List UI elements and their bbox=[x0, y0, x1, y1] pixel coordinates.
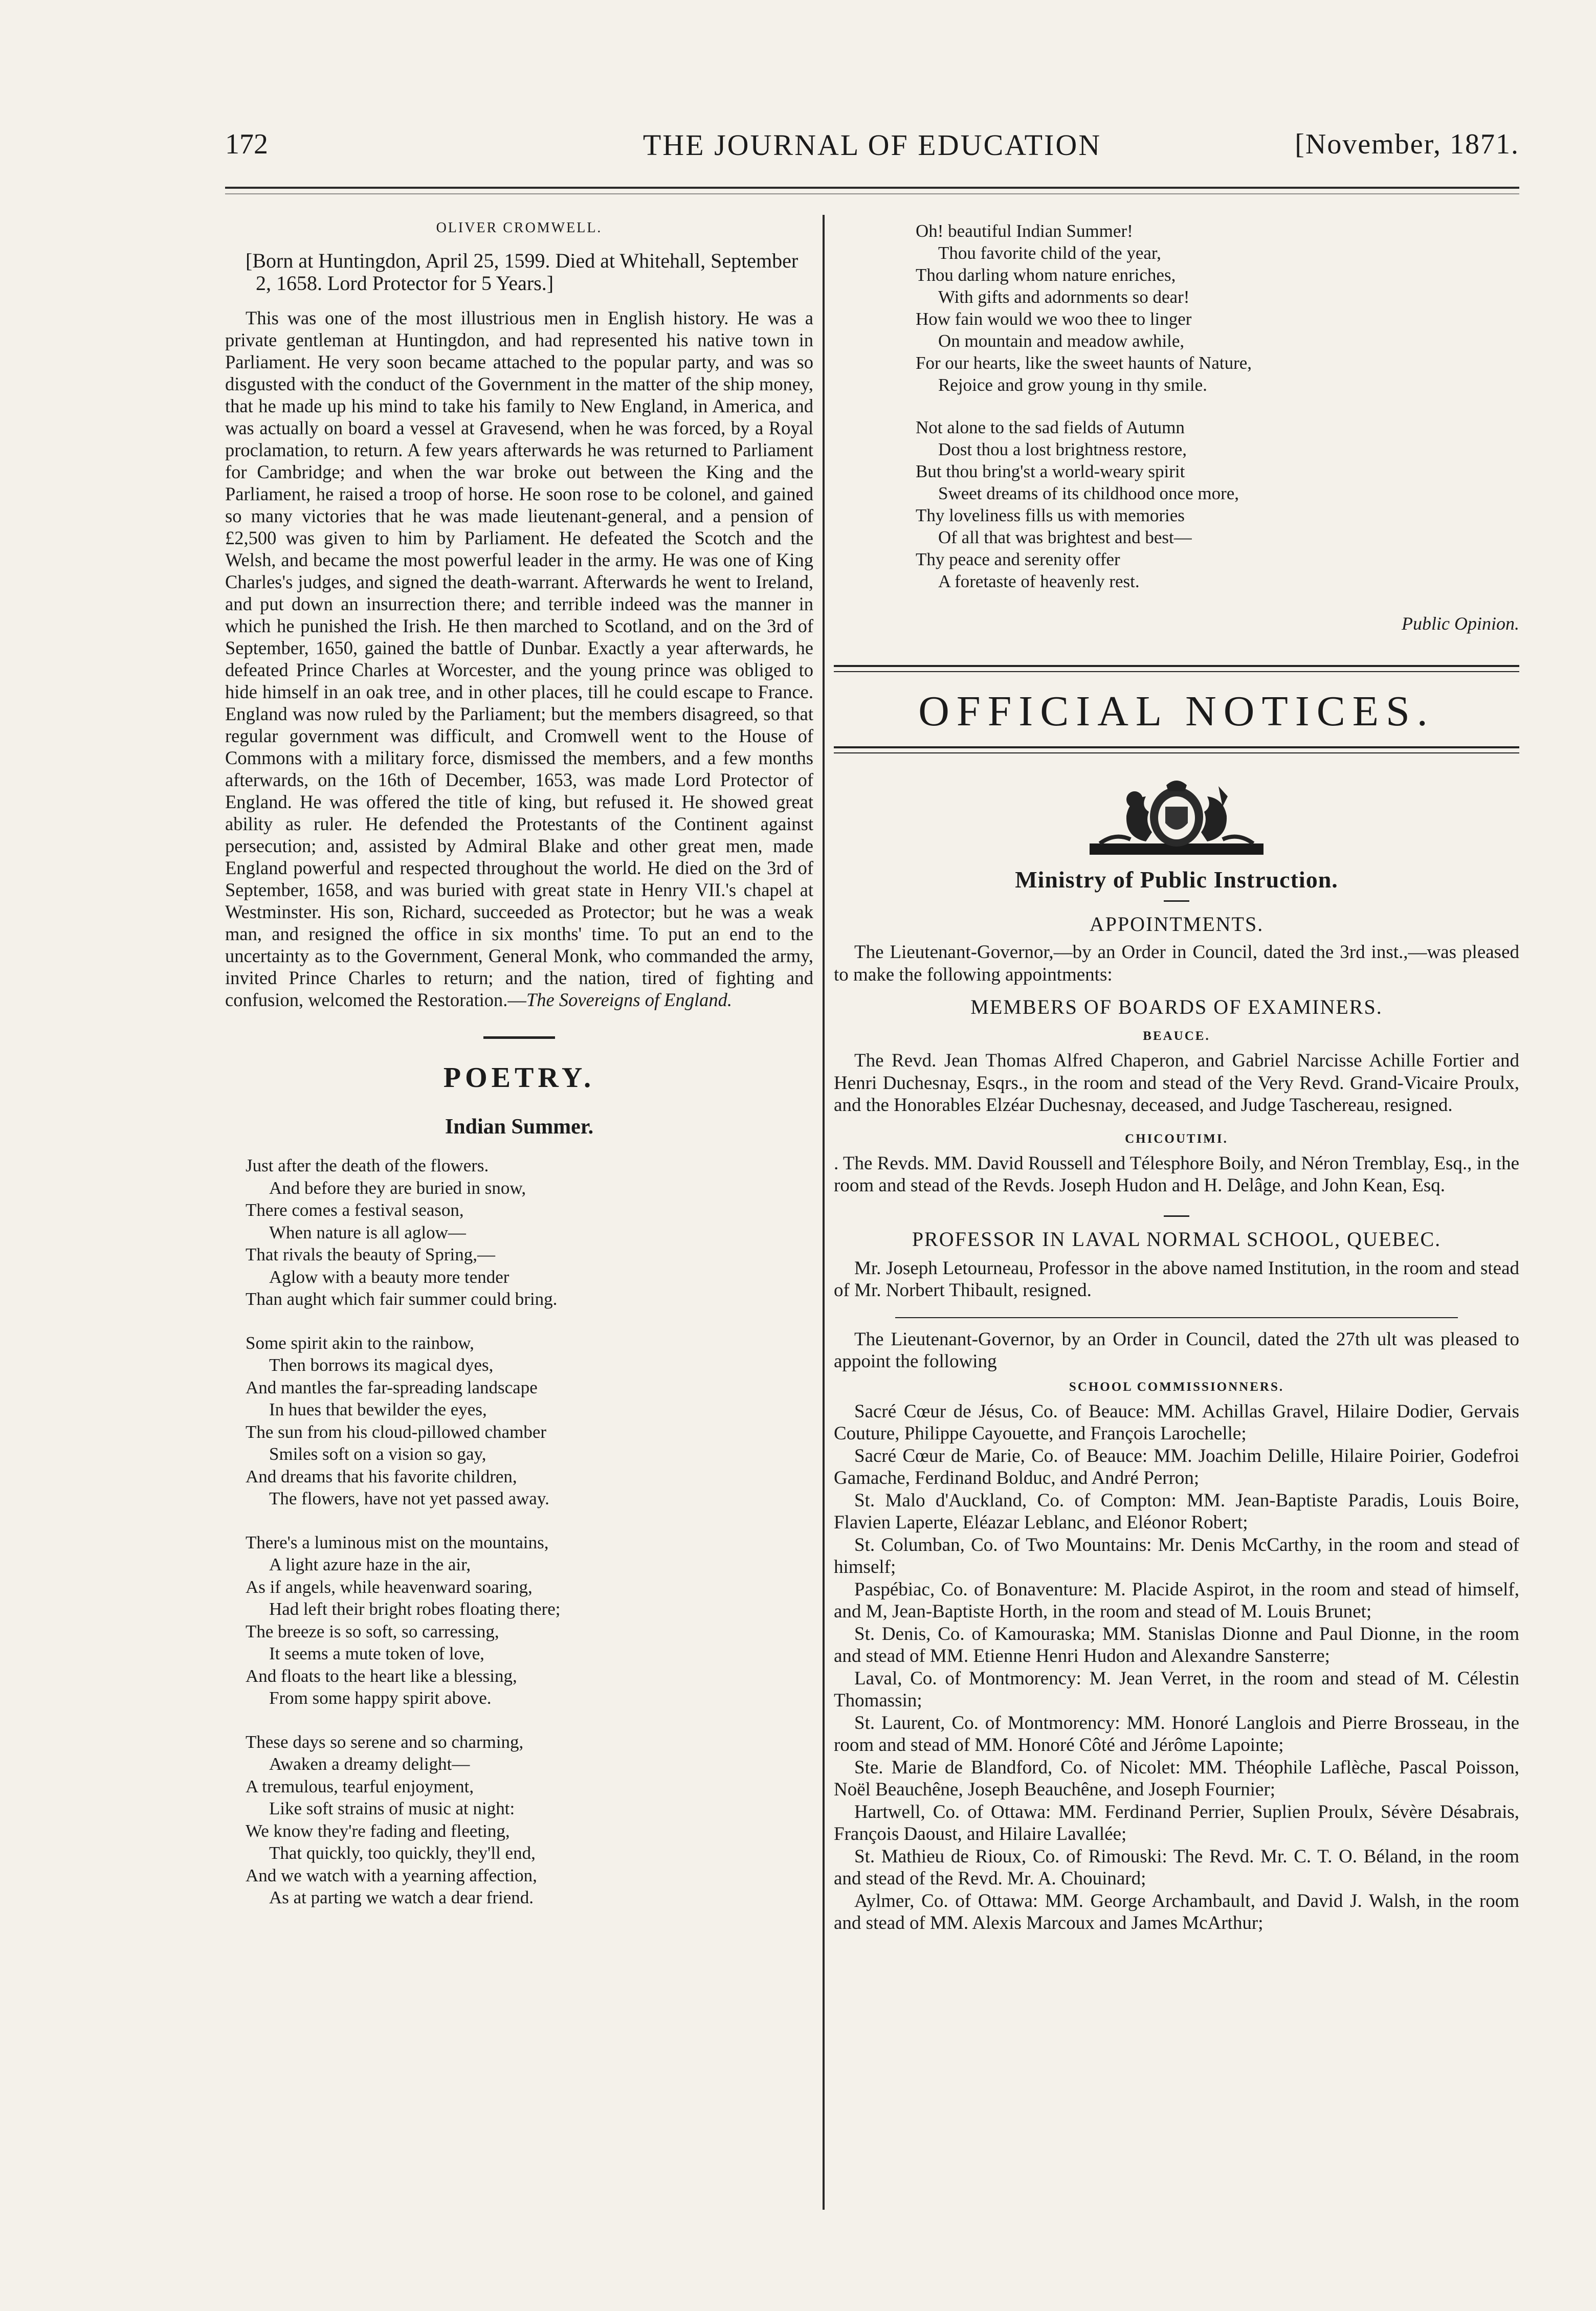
commissioner-entry: Laval, Co. of Montmorency: M. Jean Verret, in the room and stead of M. Célestin Thomassin; bbox=[834, 1668, 1519, 1711]
poem-line: Thou darling whom nature enriches, bbox=[916, 265, 1176, 285]
poem-line: Than aught which fair summer could bring. bbox=[246, 1289, 558, 1309]
poem-line: Had left their bright robes floating there; bbox=[269, 1599, 561, 1619]
poem-line: As if angels, while heavenward soaring, bbox=[246, 1576, 533, 1597]
commissioner-entry: Sacré Cœur de Marie, Co. of Beauce: MM. Joachim Delille, Hilaire Poirier, Godefroi Gamache, Ferdinand Bolduc, and André Perron; bbox=[834, 1445, 1519, 1488]
article-heading: OLIVER CROMWELL. bbox=[436, 220, 603, 236]
commissioner-entry: St. Denis, Co. of Kamouraska; MM. Stanislas Dionne and Paul Dionne, in the room and stead of MM. Etienne Henri Hudon and Alexandre Sansterre; bbox=[834, 1623, 1519, 1666]
poem-line: And mantles the far-spreading landscape bbox=[246, 1377, 538, 1397]
page-header bbox=[225, 128, 1519, 174]
poem-right bbox=[916, 220, 1519, 592]
poem-line: With gifts and adornments so dear! bbox=[938, 287, 1190, 307]
chicoutimi-text: . The Revds. MM. David Roussell and Télesphore Boily, and Néron Tremblay, Esq., in the room and stead of the Revds. Joseph Hudon and H. Delâge, and John Kean, Esq. bbox=[834, 1152, 1519, 1196]
poem-line: We know they're fading and fleeting, bbox=[246, 1820, 510, 1841]
poem-line: There comes a festival season, bbox=[246, 1200, 464, 1220]
poem-line: Of all that was brightest and best— bbox=[938, 527, 1192, 547]
issue-date: [November, 1871. bbox=[1295, 128, 1519, 160]
poem-line: In hues that bewilder the eyes, bbox=[269, 1399, 487, 1419]
poem-line: As at parting we watch a dear friend. bbox=[269, 1887, 534, 1907]
poem-line: On mountain and meadow awhile, bbox=[938, 331, 1185, 351]
poem-stanza bbox=[246, 1731, 813, 1909]
commissioners-list bbox=[834, 1401, 1519, 1935]
poem-line: From some happy spirit above. bbox=[269, 1688, 492, 1708]
poem-line: It seems a mute token of love, bbox=[269, 1643, 484, 1663]
poem-line: A foretaste of heavenly rest. bbox=[938, 571, 1140, 591]
poem-line: The flowers, have not yet passed away. bbox=[269, 1488, 549, 1508]
poem-line: Like soft strains of music at night: bbox=[269, 1798, 515, 1818]
poem-line: Sweet dreams of its childhood once more, bbox=[938, 483, 1239, 503]
poem-line: But thou bring'st a world-weary spirit bbox=[916, 461, 1185, 481]
journal-title: THE JOURNAL OF EDUCATION bbox=[642, 128, 1102, 162]
article-body bbox=[225, 307, 813, 1011]
poem-line: Dost thou a lost brightness restore, bbox=[938, 439, 1187, 459]
notices-rule-bottom bbox=[834, 746, 1519, 753]
article-text: This was one of the most illustrious men in English history. He was a private gentleman at Huntingdon, and had represented his native town in Parliament. He very soon became attached to the popular party, and was so disgusted with the conduct of the Government in the matter of the ship money, that he made up his mind to take his family to New England, in America, and was actually on board a vessel at Gravesend, when he was forced, by a Royal proclamation, to return. A few years afterwards he was returned to Parliament for Cambridge; and when the war broke out between the King and the Parliament, he raised a troop of horse. He soon rose to be colonel, and gained so many victories that he was made lieutenant-general, and a pension of £2,500 was given to him by Parliament. He defeated the Scotch and the Welsh, and became the most powerful leader in the army. He was one of King Charles's judges, and signed the death-warrant. Afterwards he went to Ireland, and put down an insurrection there; and terrible indeed was the manner in which he punished the Irish. He then marched to Scotland, and on the 3rd of September, 1650, gained the battle of Dunbar. Exactly a year afterwards, he defeated Prince Charles at Worcester, and the young prince was obliged to hide himself in an oak tree, and in other places, till he could escape to France. England was now ruled by the Parliament; but the members disagreed, so that regular government was difficult, and Cromwell went to the House of Commons with a military force, dismissed the members, and a few months afterwards, on the 16th of December, 1653, was made Lord Protector of England. He was offered the title of king, but refused it. He showed great ability as ruler. He defended the Protestants of the Continent against persecution; and, assisted by Admiral Blake and other great men, made England powerful and respected throughout the world. He died on the 3rd of September, 1658, and was buried with great state in Henry VII.'s chapel at Westminster. His son, Richard, succeeded as Protector; but he was a weak man, and resigned the office in six months' time. To put an end to the uncertainty as to the Government, General Monk, who commanded the army, invited Prince Charles to return; and the nation, tired of fighting and confusion, welcomed the Restoration.— bbox=[225, 307, 813, 1010]
poem-line: Just after the death of the flowers. bbox=[246, 1156, 489, 1175]
poem-line: Thou favorite child of the year, bbox=[938, 243, 1161, 263]
professor-heading: PROFESSOR IN LAVAL NORMAL SCHOOL, QUEBEC. bbox=[912, 1227, 1442, 1251]
poem-line: Thy peace and serenity offer bbox=[916, 549, 1120, 569]
poem-line: For our hearts, like the sweet haunts of Nature, bbox=[916, 353, 1252, 373]
minor-rule bbox=[1164, 1215, 1189, 1217]
page-number: 172 bbox=[225, 128, 268, 160]
poem-line: Oh! beautiful Indian Summer! bbox=[916, 221, 1133, 241]
commissioner-entry: Sacré Cœur de Jésus, Co. of Beauce: MM. Achillas Gravel, Hilaire Dodier, Gervais Couture, Philippe Cayouette, and François Larochelle; bbox=[834, 1401, 1519, 1444]
poem-line: And dreams that his favorite children, bbox=[246, 1466, 517, 1486]
poem-line: Not alone to the sad fields of Autumn bbox=[916, 417, 1185, 437]
poem-line: These days so serene and so charming, bbox=[246, 1731, 524, 1752]
commissioner-entry: St. Mathieu de Rioux, Co. of Rimouski: The Revd. Mr. C. T. O. Béland, in the room and stead of the Revd. Mr. A. Chouinard; bbox=[834, 1846, 1519, 1889]
chicoutimi-heading: CHICOUTIMI. bbox=[1125, 1131, 1228, 1146]
poem-left bbox=[246, 1154, 813, 1909]
appointments-heading: APPOINTMENTS. bbox=[1089, 913, 1264, 936]
poem-line: Some spirit akin to the rainbow, bbox=[246, 1332, 474, 1353]
notices-heading: OFFICIAL NOTICES. bbox=[918, 687, 1435, 735]
royal-coat-of-arms-icon bbox=[834, 776, 1519, 863]
commissioner-entry: St. Columban, Co. of Two Mountains: Mr. Denis McCarthy, in the room and stead of himself; bbox=[834, 1534, 1519, 1577]
commissioner-entry: Hartwell, Co. of Ottawa: MM. Ferdinand Perrier, Suplien Proulx, Sévère Désabrais, François Daoust, and Hilaire Lavallée; bbox=[834, 1801, 1519, 1845]
poem-line: And floats to the heart like a blessing, bbox=[246, 1665, 517, 1686]
commissioner-entry: St. Laurent, Co. of Montmorency: MM. Honoré Langlois and Pierre Brosseau, in the room and stead of MM. Honoré Côté and Jérôme Lapointe; bbox=[834, 1712, 1519, 1756]
poem-title: Indian Summer. bbox=[445, 1115, 594, 1139]
poem-line: Then borrows its magical dyes, bbox=[269, 1355, 494, 1375]
section-rule bbox=[895, 1317, 1458, 1318]
article-source: The Sovereigns of England. bbox=[526, 989, 733, 1010]
poem-line: The breeze is so soft, so carressing, bbox=[246, 1621, 499, 1641]
poem-stanza bbox=[246, 1531, 813, 1709]
commissioner-entry: Aylmer, Co. of Ottawa: MM. George Archambault, and David J. Walsh, in the room and stead of MM. Alexis Marcoux and James McArthur; bbox=[834, 1890, 1519, 1934]
poem-source: Public Opinion. bbox=[1402, 613, 1519, 634]
poem-line: Smiles soft on a vision so gay, bbox=[269, 1444, 486, 1464]
section-rule bbox=[483, 1036, 555, 1039]
article-subheading: [Born at Huntingdon, April 25, 1599. Died at Whitehall, September 2, 1658. Lord Protector for 5 Years.] bbox=[246, 249, 799, 295]
poem-line: That quickly, too quickly, they'll end, bbox=[269, 1843, 536, 1863]
poem-line: Rejoice and grow young in thy smile. bbox=[938, 375, 1207, 395]
commissioners-intro: The Lieutenant-Governor, by an Order in Council, dated the 27th ult was pleased to appoint the following bbox=[834, 1328, 1519, 1372]
minor-rule bbox=[1164, 900, 1189, 902]
poem-line: A tremulous, tearful enjoyment, bbox=[246, 1776, 474, 1796]
members-heading: MEMBERS OF BOARDS OF EXAMINERS. bbox=[970, 995, 1383, 1018]
commissioner-entry: Ste. Marie de Blandford, Co. of Nicolet: MM. Théophile Laflèche, Pascal Poisson, Noël Beauchêne, Joseph Beauchêne, and Joseph Fournier; bbox=[834, 1757, 1519, 1800]
left-column bbox=[225, 220, 813, 1909]
poem-line: When nature is all aglow— bbox=[269, 1222, 466, 1242]
beauce-text: The Revd. Jean Thomas Alfred Chaperon, and Gabriel Narcisse Achille Fortier and Henri Duchesnay, Esqrs., in the room and stead of the Very Revd. Grand-Vicaire Proulx, and the Honorables Elzéar Duchesnay, deceased, and Judge Taschereau, resigned. bbox=[834, 1050, 1519, 1116]
notices-rule-top bbox=[834, 665, 1519, 672]
poem-stanza bbox=[246, 1332, 813, 1510]
commissioner-entry: Paspébiac, Co. of Bonaventure: M. Placide Aspirot, in the room and stead of himself, and M, Jean-Baptiste Horth, in the room and stead of M. Louis Brunet; bbox=[834, 1579, 1519, 1622]
poetry-heading: POETRY. bbox=[443, 1062, 595, 1094]
poem-line: And we watch with a yearning affection, bbox=[246, 1865, 537, 1885]
poem-stanza bbox=[916, 416, 1519, 592]
poem-line: The sun from his cloud-pillowed chamber bbox=[246, 1421, 547, 1442]
professor-text: Mr. Joseph Letourneau, Professor in the above named Institution, in the room and stead of Mr. Norbert Thibault, resigned. bbox=[834, 1257, 1519, 1301]
poem-line: There's a luminous mist on the mountains, bbox=[246, 1532, 549, 1552]
column-divider bbox=[823, 215, 825, 2210]
poem-line: And before they are buried in snow, bbox=[269, 1177, 526, 1198]
ministry-heading: Ministry of Public Instruction. bbox=[1015, 866, 1338, 893]
poem-line: Thy loveliness fills us with memories bbox=[916, 505, 1185, 525]
poem-stanza bbox=[916, 220, 1519, 396]
poem-line: A light azure haze in the air, bbox=[269, 1554, 471, 1574]
commissioners-heading: SCHOOL COMMISSIONNERS. bbox=[1069, 1380, 1284, 1394]
beauce-heading: BEAUCE. bbox=[1143, 1029, 1210, 1043]
poem-line: Awaken a dreamy delight— bbox=[269, 1754, 470, 1774]
poem-stanza bbox=[246, 1154, 813, 1310]
header-rule bbox=[225, 187, 1519, 189]
commissioner-entry: St. Malo d'Auckland, Co. of Compton: MM. Jean-Baptiste Paradis, Louis Boire, Flavien Laperte, Eléazar Leblanc, and Eléonor Robert; bbox=[834, 1490, 1519, 1533]
poem-line: How fain would we woo thee to linger bbox=[916, 309, 1192, 329]
right-column bbox=[834, 220, 1519, 1935]
poem-line: Aglow with a beauty more tender bbox=[269, 1266, 509, 1287]
poem-line: That rivals the beauty of Spring,— bbox=[246, 1245, 495, 1264]
appointments-intro: The Lieutenant-Governor,—by an Order in Council, dated the 3rd inst.,—was pleased to make the following appointments: bbox=[834, 942, 1519, 985]
header-rule-thin bbox=[225, 193, 1519, 194]
